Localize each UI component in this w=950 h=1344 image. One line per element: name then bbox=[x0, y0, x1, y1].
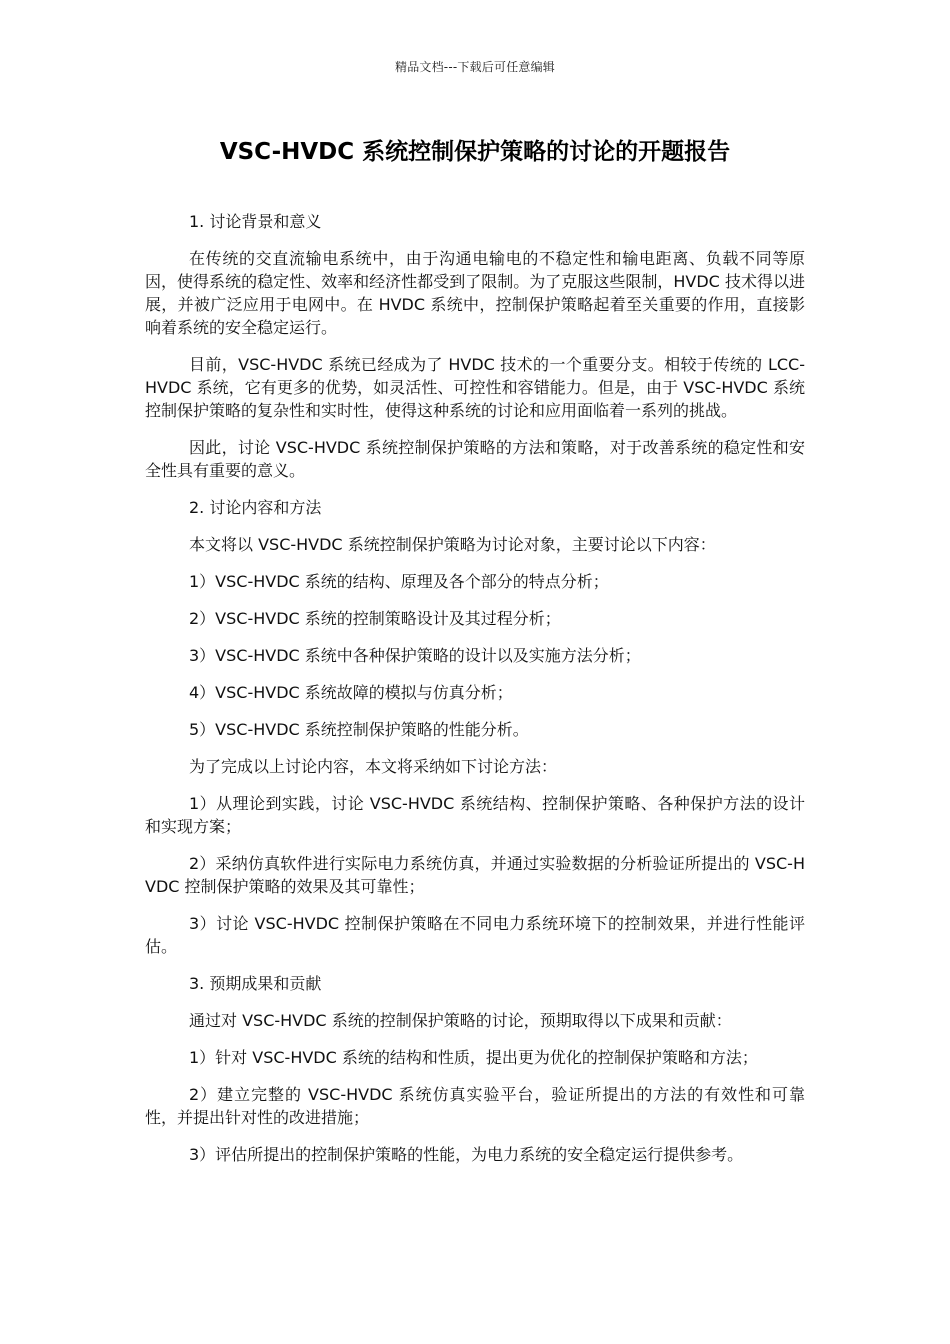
section-heading-results: 3. 预期成果和贡献 bbox=[189, 974, 322, 993]
list-item-method-3: 3）讨论 VSC-HVDC 控制保护策略在不同电力系统环境下的控制效果，并进行性能评估。 bbox=[145, 914, 805, 956]
list-item-content-5: 5）VSC-HVDC 系统控制保护策略的性能分析。 bbox=[189, 720, 529, 739]
paragraph-results-intro: 通过对 VSC-HVDC 系统的控制保护策略的讨论，预期取得以下成果和贡献： bbox=[189, 1011, 732, 1030]
list-item-content-4: 4）VSC-HVDC 系统故障的模拟与仿真分析； bbox=[189, 683, 513, 702]
list-item-results-1: 1）针对 VSC-HVDC 系统的结构和性质，提出更为优化的控制保护策略和方法； bbox=[189, 1048, 758, 1067]
paragraph-method-intro: 为了完成以上讨论内容，本文将采纳如下讨论方法： bbox=[189, 757, 558, 776]
list-item-content-3: 3）VSC-HVDC 系统中各种保护策略的设计以及实施方法分析； bbox=[189, 646, 641, 665]
document-title: VSC-HVDC 系统控制保护策略的讨论的开题报告 bbox=[219, 139, 731, 165]
section-heading-content: 2. 讨论内容和方法 bbox=[189, 498, 322, 517]
list-item-content-2: 2）VSC-HVDC 系统的控制策略设计及其过程分析； bbox=[189, 609, 561, 628]
paragraph-background-2: 目前，VSC-HVDC 系统已经成为了 HVDC 技术的一个重要分支。相较于传统的 LCC-HVDC 系统，它有更多的优势，如灵活性、可控性和容错能力。但是，由于 VSC-HVDC 系统控制保护策略的复杂性和实时性，使得这种系统的讨论和应用面临着一系列的挑战。 bbox=[145, 355, 805, 420]
document-body bbox=[145, 210, 805, 1180]
list-item-method-2: 2）采纳仿真软件进行实际电力系统仿真，并通过实验数据的分析验证所提出的 VSC-HVDC 控制保护策略的效果及其可靠性； bbox=[145, 854, 805, 896]
list-item-content-1: 1）VSC-HVDC 系统的结构、原理及各个部分的特点分析； bbox=[189, 572, 609, 591]
paragraph-background-3: 因此，讨论 VSC-HVDC 系统控制保护策略的方法和策略，对于改善系统的稳定性和安全性具有重要的意义。 bbox=[145, 438, 805, 480]
section-heading-background: 1. 讨论背景和意义 bbox=[189, 212, 322, 231]
list-item-results-3: 3）评估所提出的控制保护策略的性能，为电力系统的安全稳定运行提供参考。 bbox=[189, 1145, 744, 1164]
paragraph-background-1: 在传统的交直流输电系统中，由于沟通电输电的不稳定性和输电距离、负载不同等原因，使得系统的稳定性、效率和经济性都受到了限制。为了克服这些限制，HVDC 技术得以进展，并被广泛应用于电网中。在 HVDC 系统中，控制保护策略起着至关重要的作用，直接影响着系统的安全稳定运行。 bbox=[145, 249, 805, 337]
list-item-results-2: 2）建立完整的 VSC-HVDC 系统仿真实验平台，验证所提出的方法的有效性和可靠性，并提出针对性的改进措施； bbox=[145, 1085, 805, 1127]
header-note: 精品文档---下载后可任意编辑 bbox=[395, 60, 555, 74]
list-item-method-1: 1）从理论到实践，讨论 VSC-HVDC 系统结构、控制保护策略、各种保护方法的设计和实现方案； bbox=[145, 794, 805, 836]
paragraph-content-intro: 本文将以 VSC-HVDC 系统控制保护策略为讨论对象，主要讨论以下内容： bbox=[189, 535, 716, 554]
